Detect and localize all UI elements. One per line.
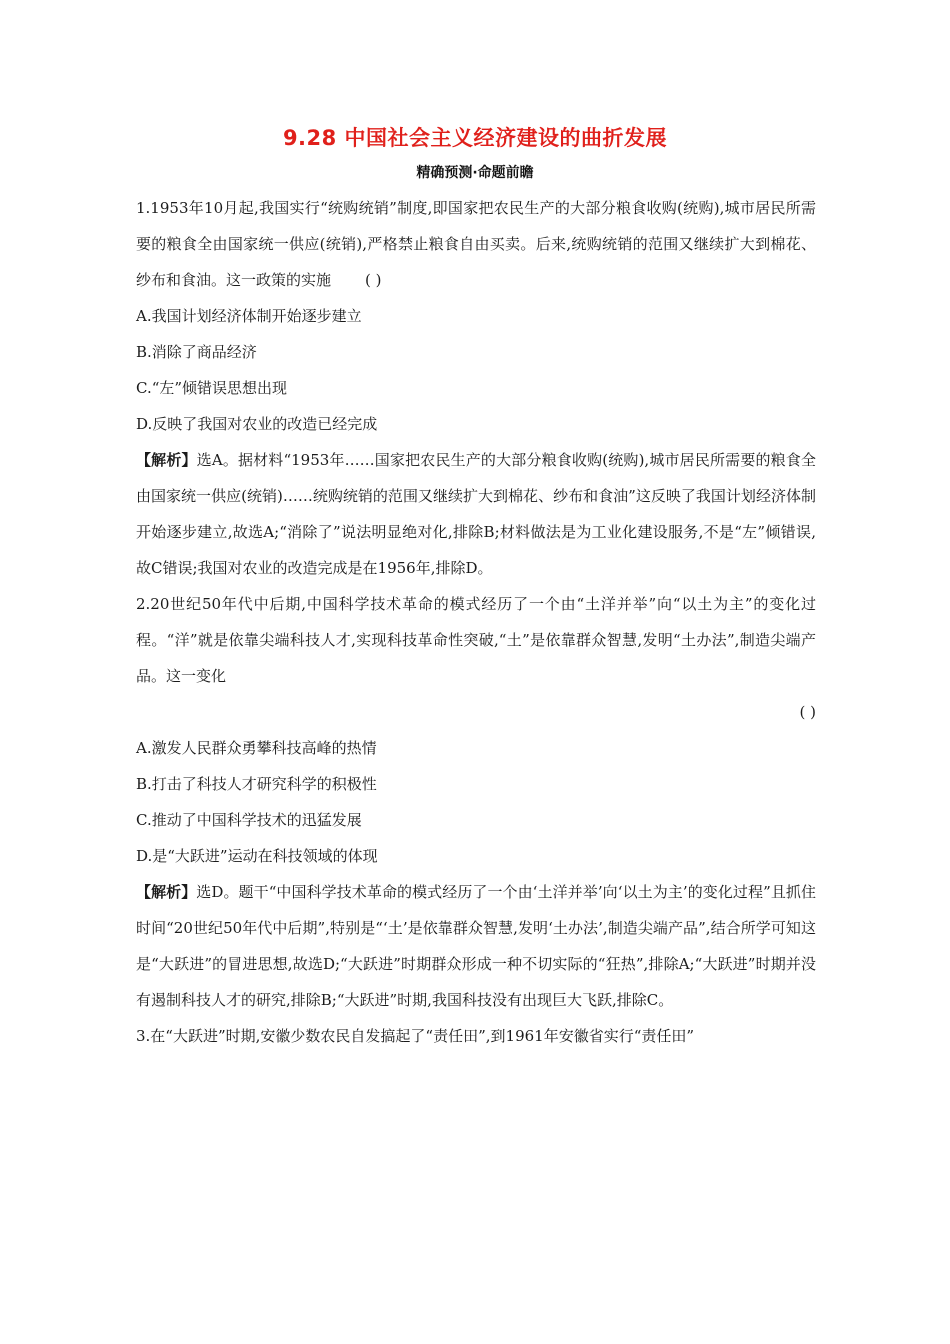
answer-blank: ( ) (799, 703, 816, 721)
page-subtitle: 精确预测·命题前瞻 (416, 165, 534, 181)
question-1-option-a: A.我国计划经济体制开始逐步建立 (136, 307, 362, 325)
question-1-option-b: B.消除了商品经济 (136, 343, 257, 361)
question-2-analysis: 【解析】选D。题干“中国科学技术革命的模式经历了一个由‘土洋并举’向‘以土为主’的变化过程”且抓住时间“20世纪50年代中后期”,特别是“‘土’是依靠群众智慧,发明‘土办法’,制造尖端产品”,结合所学可知这是“大跃进”的冒进思想,故选D;“大跃进”时期群众形成一种不切实际的“狂热”,排除A;“大跃进”时期并没有遏制科技人才的研究,排除B;“大跃进”时期,我国科技没有出现巨大飞跃,排除C。 (136, 883, 816, 1009)
question-1-stem: 1.1953年10月起,我国实行“统购统销”制度,即国家把农民生产的大部分粮食收购(统购),城市居民所需要的粮食全由国家统一供应(统销),严格禁止粮食自由买卖。后来,统购统销的范围又继续扩大到棉花、纱布和食油。这一政策的实施 ( ) (136, 190, 816, 298)
analysis-tag: 【解析】 (136, 883, 197, 901)
question-1-option-c: C.“左”倾错误思想出现 (136, 379, 288, 397)
question-3-stem: 3.在“大跃进”时期,安徽少数农民自发搞起了“责任田”,到1961年安徽省实行“责任田” (136, 1027, 695, 1045)
page-title: 9.28 中国社会主义经济建设的曲折发展 (282, 126, 668, 150)
document-body (136, 190, 816, 1054)
question-2-option-a: A.激发人民群众勇攀科技高峰的热情 (136, 739, 377, 757)
analysis-tag: 【解析】 (136, 451, 197, 469)
question-2-option-c: C.推动了中国科学技术的迅猛发展 (136, 811, 362, 829)
question-1-option-d: D.反映了我国对农业的改造已经完成 (136, 415, 378, 433)
question-1-analysis: 【解析】选A。据材料“1953年……国家把农民生产的大部分粮食收购(统购),城市居民所需要的粮食全由国家统一供应(统销)……统购统销的范围又继续扩大到棉花、纱布和食油”这反映了我国计划经济体制开始逐步建立,故选A;“消除了”说法明显绝对化,排除B;材料做法是为工业化建设服务,不是“左”倾错误,故C错误;我国对农业的改造完成是在1956年,排除D。 (136, 451, 816, 577)
question-2-option-b: B.打击了科技人才研究科学的积极性 (136, 775, 377, 793)
question-2-stem: 2.20世纪50年代中后期,中国科学技术革命的模式经历了一个由“土洋并举”向“以土为主”的变化过程。“洋”就是依靠尖端科技人才,实现科技革命性突破,“土”是依靠群众智慧,发明“土办法”,制造尖端产品。这一变化 (136, 595, 816, 685)
answer-blank: ( ) (365, 271, 382, 289)
question-2-option-d: D.是“大跃进”运动在科技领域的体现 (136, 847, 378, 865)
